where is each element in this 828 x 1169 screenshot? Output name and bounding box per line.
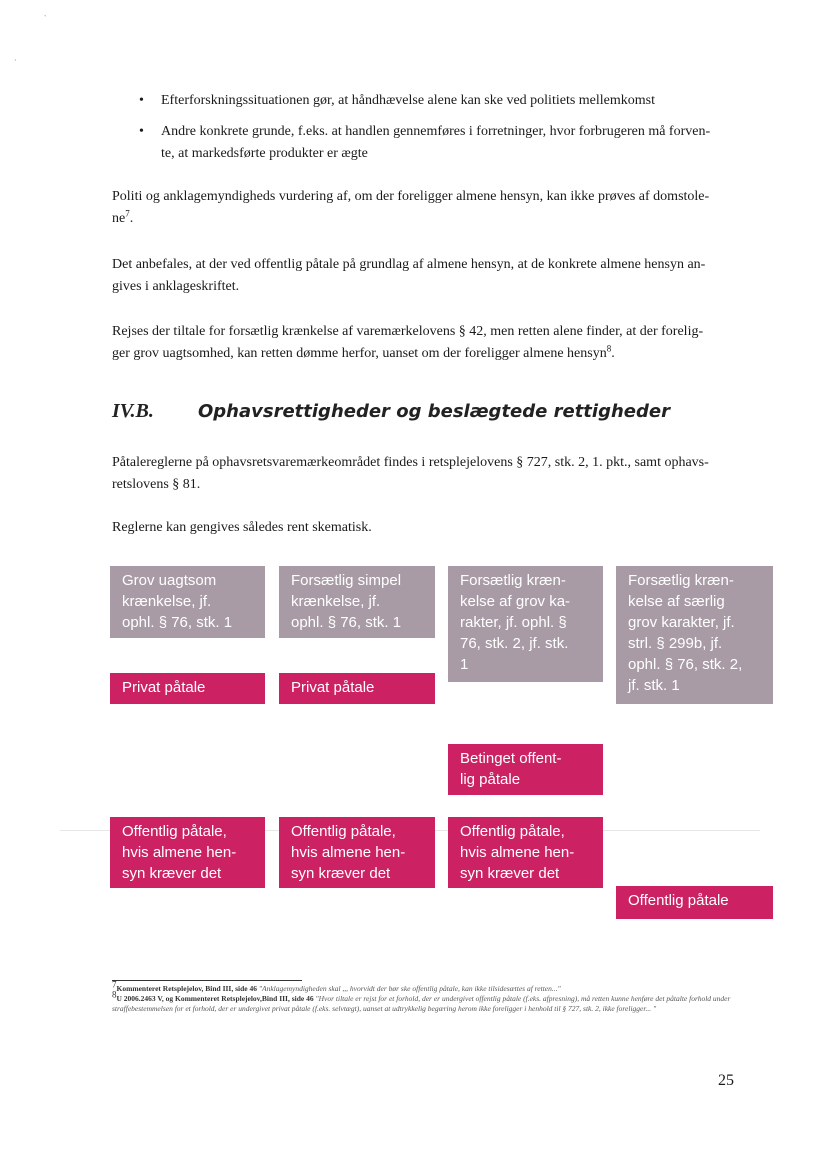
paragraph-gross-negligence [112,321,752,365]
private-prosecution-box: Privat påtale [279,673,435,704]
offense-box-gross-intent: Forsætlig kræn- kelse af grov ka- rakter, jf. ophl. § 76, stk. 2, jf. stk. 1 [448,566,603,682]
section-title: Ophavsrettigheder og beslægtede rettigheder [198,401,670,422]
paragraph-tail: . [611,346,615,361]
public-prosecution-if-needed-box: Offentlig påtale, hvis almene hen- syn kræver det [279,817,435,888]
private-prosecution-box: Privat påtale [110,673,265,704]
footnote-source: U 2006.2463 V, og Kommenteret Retsplejelov,Bind III, side 46 [116,994,314,1003]
paragraph-court-review [112,186,752,230]
public-prosecution-if-needed-box: Offentlig påtale, hvis almene hen- syn kræver det [110,817,265,888]
bullet-text: Efterforskningssituationen gør, at håndhævelse alene kan ske ved politiets mellemkomst [161,93,655,108]
paragraph-text: Politi og anklagemyndigheds vurdering af, om der foreligger almene hensyn, kan ikke prøves af domstole- ne [112,189,710,226]
paragraph-schematic: Reglerne kan gengives således rent skematisk. [112,520,372,535]
footnote-quote: "Hvor tiltale er rejst for et forhold, der er undergivet offentlig påtale (f.eks. afpresning), må retten kunne henføre det påtalte forhold under straffebestemmelsen for et forhold, der er undergivet privat påtale (f.eks. selvtægt), uanset at udtrykkelig begæring herom ikke foreligger i henhold til § 727, stk. 2, ikke foreligger... " [112,994,731,1013]
bullet-item [133,90,753,112]
page-number: 25 [718,1072,734,1089]
paragraph-tail: . [129,211,134,226]
paragraph-rules: Påtalereglerne på ophavsretsvaremærkeområdet findes i retsplejelovens § 727, stk. 2, 1. pkt., samt ophavs- retslovens § 81. [112,455,709,492]
public-prosecution-if-needed-box: Offentlig påtale, hvis almene hen- syn kræver det [448,817,603,888]
conditional-public-prosecution-box: Betinget offent- lig påtale [448,744,603,795]
footnote-7 [112,979,732,994]
footnote-ref: 7 [125,208,130,219]
bullet-dot: • [139,124,144,139]
section-heading [112,400,670,423]
footnote-divider [112,980,302,981]
paragraph-text: Rejses der tiltale for forsætlig krænkelse af varemærkelovens § 42, men retten alene finder, at der forelig- ger grov uagtsomhed, kan retten dømme herfor, uanset om der foreligger almene hensyn [112,324,704,361]
section-number: IV.B. [112,400,154,422]
bullet-list [133,90,753,174]
footnote-ref: 8 [606,343,612,354]
scan-speck: ˋ [44,14,47,23]
offense-box-especially-gross-intent: Forsætlig kræn- kelse af særlig grov karakter, jf. strl. § 299b, jf. ophl. § 76, stk. 2, jf. stk. 1 [616,566,773,704]
scan-speck: · [14,56,17,65]
footnotes [112,979,732,1014]
offense-box-simple-intent: Forsætlig simpel krænkelse, jf. ophl. § 76, stk. 1 [279,566,435,638]
bullet-text: Andre konkrete grunde, f.eks. at handlen gennemføres i forretninger, hvor forbrugeren må forven- te, at markedsførte produkter er ægte [161,124,711,161]
paragraph-recommendation: Det anbefales, at der ved offentlig påtale på grundlag af almene hensyn, at de konkrete almene hensyn an- gives i anklageskriftet. [112,257,706,294]
bullet-item [133,121,753,165]
footnote-source: Kommenteret Retsplejelov, Bind III, side 46 [116,984,257,993]
public-prosecution-box: Offentlig påtale [616,886,773,919]
footnote-8 [112,989,732,1014]
footnote-number: 8 [112,989,117,1000]
footnote-number: 7 [112,979,117,990]
bullet-dot: • [139,93,144,108]
footnote-quote: "Anklagemyndigheden skal ,,, hvorvidt der bør ske offentlig påtale, kan ikke tilsidesættes af retten..." [256,984,561,993]
offense-box-gross-negligence: Grov uagtsom krænkelse, jf. ophl. § 76, stk. 1 [110,566,265,638]
